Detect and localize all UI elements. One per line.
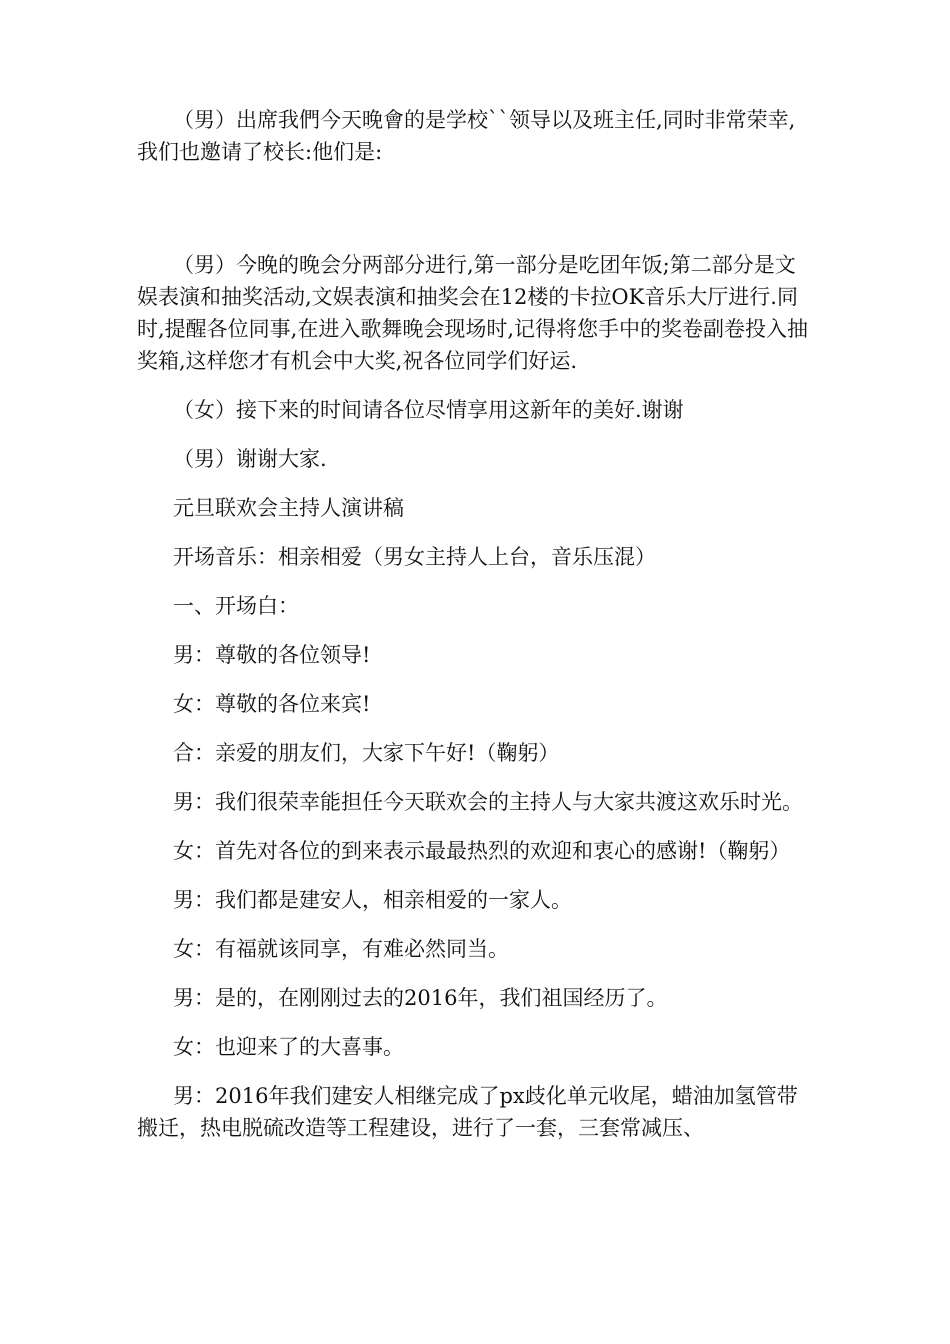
section-title: 元旦联欢会主持人演讲稿 <box>173 496 404 520</box>
blank-space <box>137 185 813 249</box>
line-male-1: 男：尊敬的各位领导! <box>173 643 371 667</box>
line-male-2: 男：我们很荣幸能担任今天联欢会的主持人与大家共渡这欢乐时光。 <box>173 790 803 814</box>
line-female-1: 女：尊敬的各位来宾! <box>173 692 371 716</box>
line-male-5: 男：2016年我们建安人相继完成了px歧化单元收尾，蜡油加氢管带搬迁，热电脱硫改造等工程建设，进行了一套，三套常减压、 <box>137 1084 798 1140</box>
paragraph-opening-music: 开场音乐：相亲相爱（男女主持人上台，音乐压混） <box>173 545 656 569</box>
line-female-3: 女：有福就该同享，有难必然同当。 <box>173 937 509 961</box>
paragraph-female-thanks: （女）接下来的时间请各位尽情享用这新年的美好.谢谢 <box>173 398 684 422</box>
paragraph-program-schedule: （男）今晚的晚会分两部分进行,第一部分是吃团年饭;第二部分是文娱表演和抽奖活动,文娱表演和抽奖会在12楼的卡拉OK音乐大厅进行.同时,提醒各位同事,在进入歌舞晚会现场时,记得将您手中的奖卷副卷投入抽奖箱,这样您才有机会中大奖,祝各位同学们好运. <box>137 253 809 373</box>
line-male-3: 男：我们都是建安人，相亲相爱的一家人。 <box>173 888 572 912</box>
document-body <box>137 104 813 1161</box>
line-female-4: 女：也迎来了的大喜事。 <box>173 1035 404 1059</box>
line-male-4: 男：是的，在刚刚过去的2016年，我们祖国经历了。 <box>173 986 668 1010</box>
line-together-1: 合：亲爱的朋友们，大家下午好!（鞠躬） <box>173 741 560 765</box>
paragraph-male-thanks: （男）谢谢大家. <box>173 447 327 471</box>
paragraph-intro-leaders: （男）出席我們今天晚會的是学校``领导以及班主任,同时非常荣幸,我们也邀请了校长:他们是: <box>137 108 796 164</box>
section-heading-opening: 一、开场白： <box>173 594 299 618</box>
line-female-2: 女：首先对各位的到来表示最最热烈的欢迎和衷心的感谢!（鞠躬） <box>173 839 791 863</box>
